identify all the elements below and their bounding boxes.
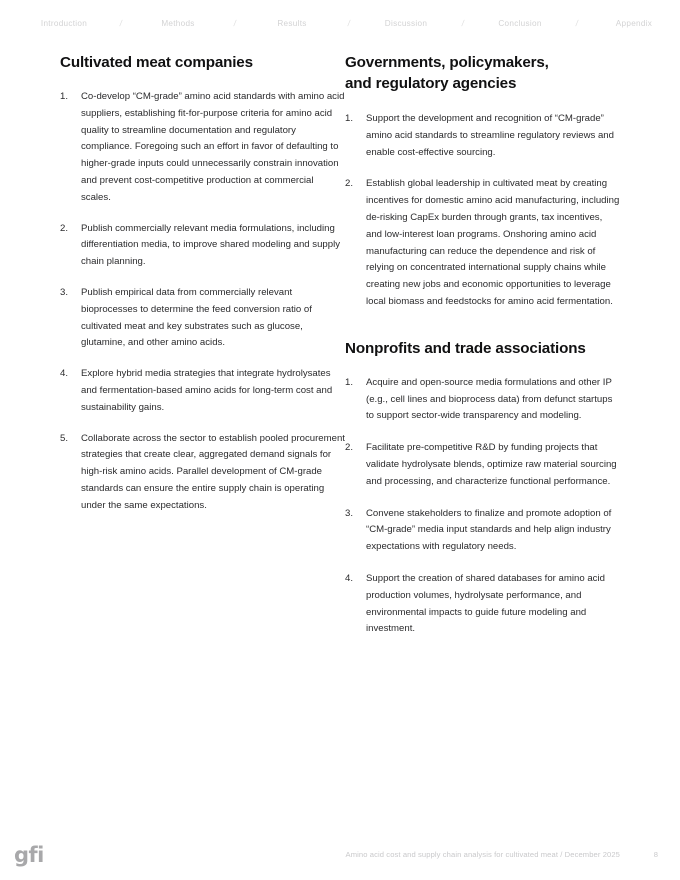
list-item-text: Explore hybrid media strategies that integrate hydrolysates and fermentation-based amino acids for long-term cost and sustainability gains. <box>81 368 333 413</box>
nav-separator: / <box>233 18 237 28</box>
nav-item-methods[interactable]: Methods <box>161 18 195 28</box>
nav-separator: / <box>119 18 123 28</box>
list-item-number: 1. <box>345 113 354 124</box>
recommendation-list-companies <box>60 89 345 515</box>
footer-page-number: 8 <box>653 850 658 859</box>
gfi-logo <box>14 845 44 866</box>
nav-separator: / <box>347 18 351 28</box>
list-item-number: 3. <box>345 507 354 519</box>
section-spacer <box>345 326 620 338</box>
list-item-number: 2. <box>345 442 354 454</box>
list-item <box>345 440 620 490</box>
list-item-text: Co-develop “CM-grade” amino acid standards with amino acid suppliers, establishing fit-for-purpose criteria for amino acid quality to streamline documentation and regulatory compliance. Foregoing such an effort in favor of defaulting to higher-grade inputs could unnecessarily constrain innovation and prevent cost-competitive production at commercial scales. <box>81 91 345 203</box>
list-item-number: 1. <box>60 91 69 102</box>
nav-separator: / <box>575 18 579 28</box>
heading-nonprofits-trade-associations: Nonprofits and trade associations <box>345 339 586 357</box>
nav-item-results[interactable]: Results <box>277 18 307 28</box>
section-nav <box>0 0 680 46</box>
list-item-number: 1. <box>345 376 354 388</box>
list-item <box>345 176 620 310</box>
list-item-text: Support the creation of shared databases for amino acid production volumes, hydrolysate performance, and environmental impacts to guide future modeling and investment. <box>366 572 605 635</box>
page-content <box>60 52 620 653</box>
list-item-number: 4. <box>60 368 69 380</box>
nav-item-introduction[interactable]: Introduction <box>40 18 88 28</box>
list-item <box>60 285 345 352</box>
recommendation-list-governments <box>345 111 620 311</box>
heading-line-1: Governments, policymakers, <box>345 54 549 71</box>
list-item <box>60 431 345 515</box>
footer-document-title: Amino acid cost and supply chain analysis for cultivated meat / December 2025 <box>345 850 620 859</box>
list-item <box>345 375 620 425</box>
list-item-text: Facilitate pre-competitive R&D by funding projects that validate hydrolysate blends, optimize raw material sourcing and processing, and characterize functional performance. <box>366 442 617 487</box>
list-item-number: 2. <box>345 178 354 190</box>
list-item-text: Publish empirical data from commercially relevant bioprocesses to determine the feed conversion ratio of cultivated meat and key substrates such as glucose, glutamine, and other amino acids. <box>81 286 312 349</box>
list-item-number: 5. <box>60 432 69 444</box>
heading-cultivated-meat-companies: Cultivated meat companies <box>60 54 253 71</box>
nav-item-discussion[interactable]: Discussion <box>384 18 428 28</box>
list-item <box>345 111 620 161</box>
list-item <box>60 89 345 207</box>
gfi-logo-text: gfi <box>14 843 44 867</box>
page-footer <box>0 828 680 880</box>
list-item-number: 2. <box>60 222 69 234</box>
list-item-text: Convene stakeholders to finalize and promote adoption of “CM-grade” media input standards and help align industry expectations with regulatory needs. <box>366 507 612 553</box>
heading-governments-policymakers <box>345 52 620 94</box>
nav-separator: / <box>461 18 465 28</box>
list-item-text: Publish commercially relevant media formulations, including differentiation media, to improve shared modeling and supply chain planning. <box>81 222 341 268</box>
list-item-text: Acquire and open-source media formulations and other IP (e.g., cell lines and bioprocess data) from defunct startups to support sector-wide transparency and modeling. <box>366 376 613 422</box>
list-item <box>345 571 620 638</box>
column-cultivated-meat-companies <box>60 52 345 653</box>
list-item <box>60 366 345 416</box>
list-item-text: Establish global leadership in cultivated meat by creating incentives for domestic amino acid manufacturing, including de-risking CapEx burden through grants, tax incentives, and low-interest loan programs. Onshoring amino acid manufacturing can reduce the dependence and risk of relying on concentrated international supply chains while creating new jobs and economic opportunities to leverage local biomass and feedstocks for amino acid fermentation. <box>366 178 620 307</box>
footer-meta <box>346 850 658 859</box>
column-governments-and-nonprofits <box>345 52 620 653</box>
nav-item-appendix[interactable]: Appendix <box>615 18 653 28</box>
list-item <box>345 506 620 556</box>
list-item-number: 3. <box>60 286 69 298</box>
recommendation-list-nonprofits <box>345 375 620 638</box>
nav-item-conclusion[interactable]: Conclusion <box>498 18 542 28</box>
heading-line-2: and regulatory agencies <box>345 75 517 92</box>
list-item-text: Collaborate across the sector to establish pooled procurement strategies that create clear, aggregated demand signals for high-risk amino acids. Parallel development of CM-grade standards can ensure the entire supply chain is operating under the same expectations. <box>81 432 345 511</box>
list-item-text: Support the development and recognition of “CM-grade” amino acid standards to streamline regulatory reviews and enable cost-effective sourcing. <box>366 113 614 158</box>
list-item <box>60 221 345 271</box>
list-item-number: 4. <box>345 572 354 584</box>
